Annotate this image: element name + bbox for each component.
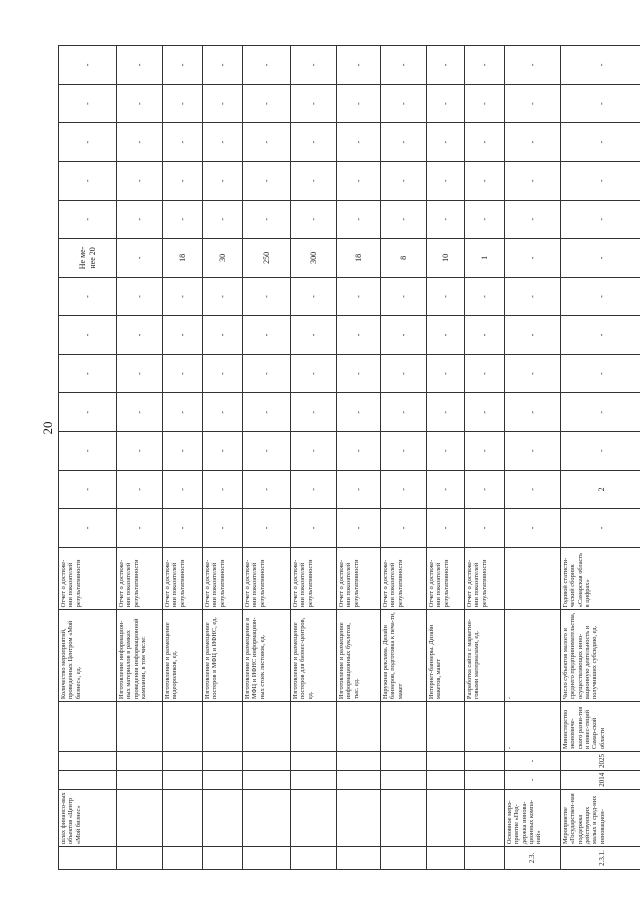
source-cell: Отчет о достиже-нии показателей результативности: [117, 547, 163, 610]
value-cell: -: [59, 509, 117, 548]
value-cell: -: [291, 354, 337, 393]
value-cell: -: [561, 277, 640, 316]
value-cell: 30: [203, 239, 243, 278]
value-cell: -: [427, 46, 465, 85]
value-cell: -: [163, 432, 203, 471]
row-number-cell: [203, 847, 243, 870]
indicator-cell: Изготовление информацион-ных материалов в рамках проведения информационной кампании, в том числе:: [117, 610, 163, 702]
year-end-cell: -: [505, 752, 561, 771]
year-start-cell: [337, 770, 381, 789]
value-cell: -: [243, 316, 291, 355]
executor-cell: [243, 702, 291, 752]
executor-cell: -: [505, 702, 561, 752]
value-cell: -: [381, 470, 427, 509]
indicator-cell: Наружная реклама. Дизайн баннеров, подготовка к печа-ти, макет: [381, 610, 427, 702]
year-end-cell: [427, 752, 465, 771]
row-number-cell: 2.3.: [505, 847, 561, 870]
year-start-cell: [243, 770, 291, 789]
value-cell: -: [59, 354, 117, 393]
value-cell: -: [163, 84, 203, 123]
value-cell: -: [381, 161, 427, 200]
value-cell: -: [117, 470, 163, 509]
value-cell: -: [203, 84, 243, 123]
executor-cell: [337, 702, 381, 752]
table-row: [59, 46, 117, 870]
event-name-cell: [291, 789, 337, 846]
value-cell: -: [337, 200, 381, 239]
value-cell: -: [381, 393, 427, 432]
value-cell: -: [381, 84, 427, 123]
value-cell: -: [203, 432, 243, 471]
value-cell: -: [465, 123, 505, 162]
value-cell: -: [337, 470, 381, 509]
value-cell: 2: [561, 470, 640, 509]
value-cell: -: [427, 200, 465, 239]
value-cell: -: [505, 509, 561, 548]
value-cell: -: [337, 123, 381, 162]
year-end-cell: [381, 752, 427, 771]
value-cell: -: [427, 432, 465, 471]
value-cell: -: [337, 84, 381, 123]
table-row: [117, 46, 163, 870]
value-cell: 250: [243, 239, 291, 278]
value-cell: -: [505, 46, 561, 85]
indicator-cell: Изготовление и размещение постеров для бизнес-центров, ед.: [291, 610, 337, 702]
value-cell: -: [117, 161, 163, 200]
source-cell: Отчет о достиже-нии показателей результативности: [337, 547, 381, 610]
indicator-cell: Количество мероприятий, проведенных Центром «Мой бизнес», ед.: [59, 610, 117, 702]
value-cell: -: [117, 46, 163, 85]
value-cell: -: [465, 46, 505, 85]
value-cell: -: [291, 470, 337, 509]
value-cell: -: [163, 509, 203, 548]
year-start-cell: [427, 770, 465, 789]
value-cell: -: [505, 354, 561, 393]
value-cell: -: [561, 509, 640, 548]
executor-cell: [163, 702, 203, 752]
value-cell: -: [291, 84, 337, 123]
value-cell: -: [337, 354, 381, 393]
value-cell: -: [117, 200, 163, 239]
value-cell: -: [381, 46, 427, 85]
value-cell: -: [203, 470, 243, 509]
year-start-cell: [465, 770, 505, 789]
source-cell: Отчет о достиже-нии показателей результативности: [427, 547, 465, 610]
value-cell: -: [203, 161, 243, 200]
value-cell: -: [163, 123, 203, 162]
value-cell: -: [427, 393, 465, 432]
value-cell: -: [465, 393, 505, 432]
event-name-cell: Мероприятие «Государствен-ная поддержка действующих малых и сред-них инновацион-: [561, 789, 640, 846]
source-cell: Годовой статисти-ческий сборник «Самарская область в цифрах»: [561, 547, 640, 610]
year-end-cell: 2025: [561, 752, 640, 771]
value-cell: -: [163, 470, 203, 509]
value-cell: -: [427, 354, 465, 393]
value-cell: 300: [291, 239, 337, 278]
table-row: [505, 46, 561, 870]
value-cell: -: [427, 161, 465, 200]
value-cell: -: [243, 509, 291, 548]
table-row: [291, 46, 337, 870]
program-table: [58, 45, 640, 870]
value-cell: -: [117, 277, 163, 316]
value-cell: -: [465, 316, 505, 355]
table-row: [337, 46, 381, 870]
year-start-cell: [381, 770, 427, 789]
row-number-cell: [427, 847, 465, 870]
year-start-cell: 2014: [561, 770, 640, 789]
value-cell: -: [243, 354, 291, 393]
value-cell: -: [505, 316, 561, 355]
value-cell: -: [117, 393, 163, 432]
indicator-cell: Изготовление и размещение информационных буклетов, тыс. ед.: [337, 610, 381, 702]
executor-cell: [291, 702, 337, 752]
event-name-cell: шлах финансо-вых объектов «Центр «Мой бизнес»: [59, 789, 117, 846]
value-cell: -: [505, 123, 561, 162]
value-cell: -: [465, 84, 505, 123]
value-cell: -: [243, 84, 291, 123]
value-cell: -: [381, 432, 427, 471]
value-cell: -: [465, 470, 505, 509]
indicator-cell: -: [505, 610, 561, 702]
source-cell: Отчет о достиже-нии показателей результативности: [243, 547, 291, 610]
value-cell: -: [163, 393, 203, 432]
value-cell: -: [117, 84, 163, 123]
value-cell: -: [203, 509, 243, 548]
row-number-cell: [465, 847, 505, 870]
source-cell: [505, 547, 561, 610]
source-cell: Отчет о достиже-нии показателей результативности: [381, 547, 427, 610]
table-row: [427, 46, 465, 870]
value-cell: -: [203, 354, 243, 393]
row-number-cell: [243, 847, 291, 870]
executor-cell: [427, 702, 465, 752]
year-end-cell: [117, 752, 163, 771]
year-start-cell: [291, 770, 337, 789]
row-number-cell: [337, 847, 381, 870]
year-end-cell: [203, 752, 243, 771]
year-end-cell: [59, 752, 117, 771]
value-cell: -: [117, 432, 163, 471]
value-cell: -: [561, 239, 640, 278]
value-cell: -: [117, 239, 163, 278]
value-cell: 1: [465, 239, 505, 278]
value-cell: -: [291, 432, 337, 471]
value-cell: -: [117, 509, 163, 548]
value-cell: -: [203, 46, 243, 85]
event-name-cell: Основное меро-приятие «Под-держка иннова-ционных компа-ний»: [505, 789, 561, 846]
source-cell: Отчет о достиже-нии показателей результативности: [163, 547, 203, 610]
value-cell: -: [243, 46, 291, 85]
source-cell: Отчет о достиже-нии показателей результативности: [291, 547, 337, 610]
indicator-cell: Число субъектов малого и среднего предпринимательства, осуществляющих инно-вационную деятельность и получивших субсидию, ед.: [561, 610, 640, 702]
year-start-cell: -: [505, 770, 561, 789]
value-cell: -: [427, 470, 465, 509]
value-cell: -: [337, 509, 381, 548]
year-start-cell: [117, 770, 163, 789]
value-cell: -: [163, 316, 203, 355]
value-cell: -: [59, 46, 117, 85]
table-row: [203, 46, 243, 870]
value-cell: -: [427, 84, 465, 123]
program-table-sheet: [58, 45, 640, 870]
year-end-cell: [337, 752, 381, 771]
source-cell: Отчет о достиже-нии показателей результативности: [203, 547, 243, 610]
value-cell: -: [243, 432, 291, 471]
value-cell: -: [117, 354, 163, 393]
value-cell: -: [337, 393, 381, 432]
row-number-cell: 2.3.1.: [561, 847, 640, 870]
value-cell: 18: [163, 239, 203, 278]
value-cell: -: [465, 200, 505, 239]
value-cell: -: [291, 509, 337, 548]
value-cell: -: [163, 200, 203, 239]
value-cell: -: [117, 123, 163, 162]
value-cell: -: [465, 354, 505, 393]
value-cell: -: [337, 432, 381, 471]
event-name-cell: [243, 789, 291, 846]
value-cell: -: [59, 277, 117, 316]
row-number-cell: [381, 847, 427, 870]
value-cell: -: [561, 161, 640, 200]
event-name-cell: [117, 789, 163, 846]
year-start-cell: [163, 770, 203, 789]
event-name-cell: [427, 789, 465, 846]
year-end-cell: [291, 752, 337, 771]
value-cell: -: [243, 200, 291, 239]
event-name-cell: [337, 789, 381, 846]
value-cell: -: [465, 509, 505, 548]
value-cell: -: [505, 393, 561, 432]
value-cell: -: [203, 123, 243, 162]
executor-cell: Министерство экономиче-ского разви-тия и инвес-тиций Самар-ской области: [561, 702, 640, 752]
value-cell: -: [381, 354, 427, 393]
value-cell: -: [117, 316, 163, 355]
value-cell: -: [465, 277, 505, 316]
indicator-cell: Изготовление и размещение видеороликов, ед.: [163, 610, 203, 702]
value-cell: -: [427, 509, 465, 548]
year-end-cell: [163, 752, 203, 771]
value-cell: -: [561, 46, 640, 85]
value-cell: -: [163, 277, 203, 316]
value-cell: -: [337, 161, 381, 200]
value-cell: 18: [337, 239, 381, 278]
value-cell: -: [163, 46, 203, 85]
page-number: 20: [40, 421, 55, 435]
event-name-cell: [465, 789, 505, 846]
value-cell: -: [505, 470, 561, 509]
value-cell: -: [203, 277, 243, 316]
value-cell: -: [561, 316, 640, 355]
value-cell: -: [381, 316, 427, 355]
source-cell: Отчет о достиже-нии показателей результативности: [59, 547, 117, 610]
executor-cell: [59, 702, 117, 752]
event-name-cell: [381, 789, 427, 846]
value-cell: -: [59, 161, 117, 200]
value-cell: -: [59, 123, 117, 162]
value-cell: -: [291, 46, 337, 85]
table-row: [465, 46, 505, 870]
value-cell: -: [163, 161, 203, 200]
row-number-cell: [59, 847, 117, 870]
value-cell: -: [291, 393, 337, 432]
event-name-cell: [163, 789, 203, 846]
value-cell: -: [505, 432, 561, 471]
value-cell: -: [163, 354, 203, 393]
value-cell: -: [59, 432, 117, 471]
table-row: [243, 46, 291, 870]
value-cell: -: [381, 123, 427, 162]
value-cell: -: [381, 277, 427, 316]
row-number-cell: [291, 847, 337, 870]
value-cell: -: [505, 277, 561, 316]
year-end-cell: [465, 752, 505, 771]
value-cell: -: [291, 161, 337, 200]
value-cell: -: [337, 316, 381, 355]
row-number-cell: [117, 847, 163, 870]
value-cell: -: [465, 432, 505, 471]
executor-cell: [381, 702, 427, 752]
value-cell: -: [381, 509, 427, 548]
row-number-cell: [163, 847, 203, 870]
value-cell: -: [427, 123, 465, 162]
value-cell: -: [291, 123, 337, 162]
value-cell: -: [505, 200, 561, 239]
value-cell: -: [291, 316, 337, 355]
value-cell: -: [427, 316, 465, 355]
value-cell: -: [561, 123, 640, 162]
year-start-cell: [203, 770, 243, 789]
event-name-cell: [203, 789, 243, 846]
executor-cell: [203, 702, 243, 752]
year-start-cell: [59, 770, 117, 789]
table-row: [163, 46, 203, 870]
value-cell: -: [561, 354, 640, 393]
value-cell: -: [427, 277, 465, 316]
value-cell: -: [59, 84, 117, 123]
value-cell: -: [243, 123, 291, 162]
value-cell: -: [505, 239, 561, 278]
value-cell: -: [561, 393, 640, 432]
value-cell: -: [561, 432, 640, 471]
value-cell: -: [291, 200, 337, 239]
executor-cell: [117, 702, 163, 752]
value-cell: Не ме-нее 20: [59, 239, 117, 278]
executor-cell: [465, 702, 505, 752]
value-cell: -: [243, 277, 291, 316]
value-cell: -: [465, 161, 505, 200]
table-row: [561, 46, 640, 870]
value-cell: -: [59, 393, 117, 432]
value-cell: -: [203, 316, 243, 355]
indicator-cell: Изготовление и размещение постеров в МФЦ и ИФНС, ед.: [203, 610, 243, 702]
indicator-cell: Изготовление и размещение в МФЦ и ИФНС информацион-ных стоек листовок, ед.: [243, 610, 291, 702]
value-cell: -: [337, 277, 381, 316]
value-cell: -: [59, 200, 117, 239]
value-cell: -: [59, 470, 117, 509]
value-cell: -: [561, 84, 640, 123]
value-cell: -: [203, 393, 243, 432]
value-cell: -: [561, 200, 640, 239]
value-cell: -: [505, 161, 561, 200]
value-cell: -: [59, 316, 117, 355]
value-cell: -: [381, 200, 427, 239]
value-cell: -: [337, 46, 381, 85]
value-cell: -: [243, 161, 291, 200]
value-cell: -: [505, 84, 561, 123]
table-row: [381, 46, 427, 870]
value-cell: -: [203, 200, 243, 239]
indicator-cell: Разработка сайта с маркетин-говыми материалами, ед.: [465, 610, 505, 702]
value-cell: -: [243, 393, 291, 432]
value-cell: 10: [427, 239, 465, 278]
value-cell: 8: [381, 239, 427, 278]
year-end-cell: [243, 752, 291, 771]
indicator-cell: Интернет-баннеры. Дизайн макетов, макет: [427, 610, 465, 702]
value-cell: -: [291, 277, 337, 316]
source-cell: Отчет о достиже-нии показателей результативности: [465, 547, 505, 610]
value-cell: -: [243, 470, 291, 509]
